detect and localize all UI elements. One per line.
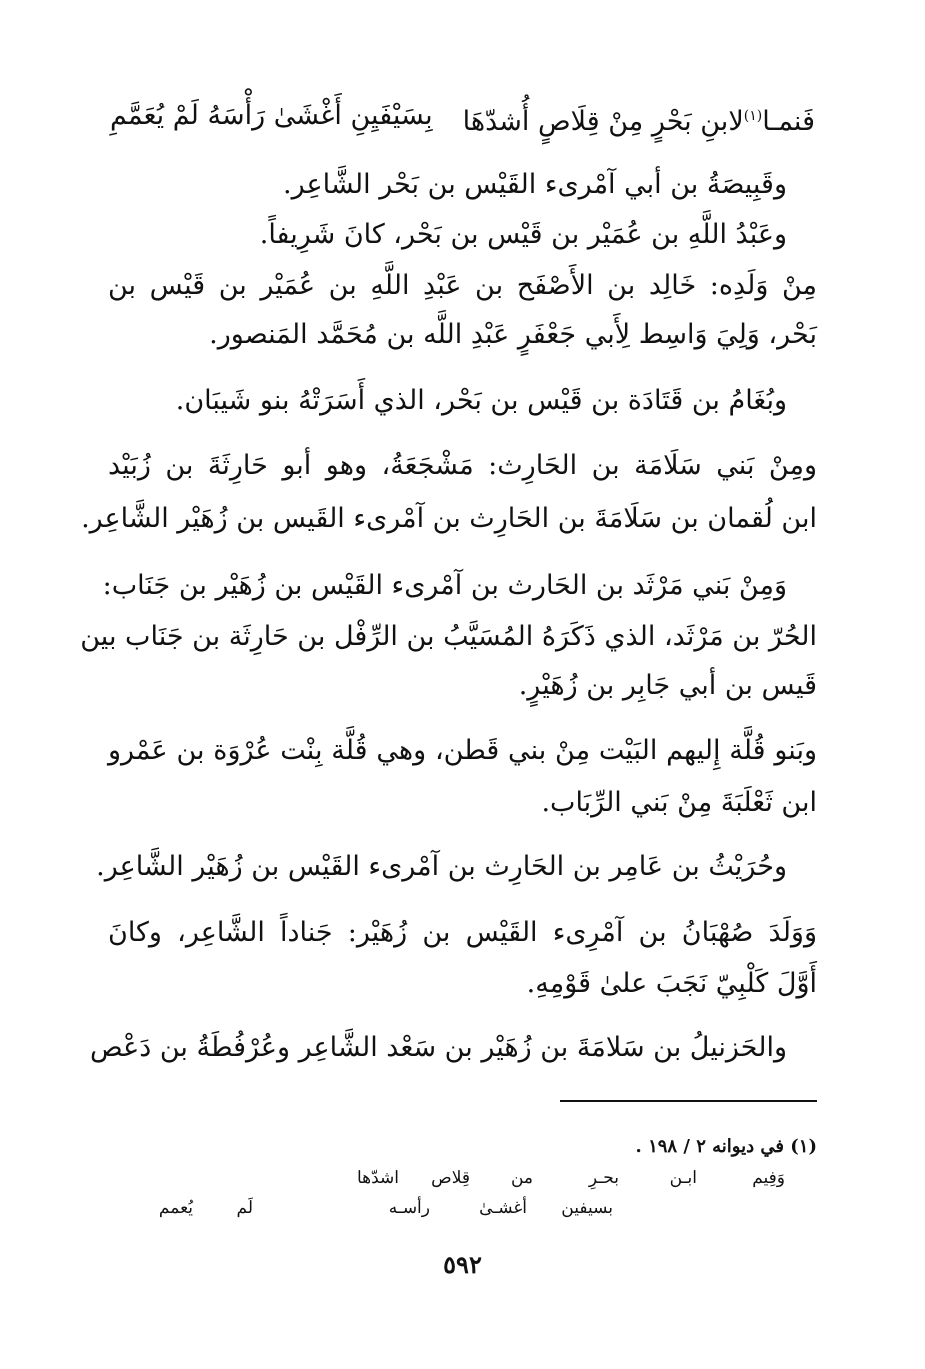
text-line: ومِنْ بَني سَلَامَة بن الحَارِث: مَشْجَعَةُ، وهو أبو حَارِثَةَ بن زُبَيْد <box>108 450 817 481</box>
text-line: ابن ثَعْلَبَةَ مِنْ بَني الرِّبَاب. <box>541 787 817 818</box>
text-line: بَحْر، وَلِيَ وَاسِط لِأَبي جَعْفَرٍ عَبْدِ اللَّه بن مُحَمَّد المَنصور. <box>209 319 817 350</box>
verse-hemistich-left: بِسَيْفَيِنِ أَغْشَىٰ رَأْسَهُ لَمْ يُعَمَّمِ <box>110 100 433 131</box>
footnote-separator <box>560 1100 817 1102</box>
text-line: أَوَّلَ كَلْبِيّ نَجَبَ علىٰ قَوْمِهِ. <box>526 968 817 999</box>
text-line: ابن لُقمان بن سَلَامَةَ بن الحَارِث بن آمْرىء القَيس بن زُهَيْر الشَّاعِر. <box>81 503 817 534</box>
footnote-word: وَفِيم <box>752 1168 785 1188</box>
text-line: قَيس بن أبي جَابِر بن زُهَيْرٍ. <box>518 670 817 701</box>
text-line: وبُغَامُ بن قَتَادَة بن قَيْس بن بَحْر، الذي أَسَرَتْهُ بنو شَيبَان. <box>175 385 787 416</box>
page-number: ٥٩٢ <box>443 1250 482 1279</box>
footnote-marker[interactable]: (١) <box>743 108 763 124</box>
verse-text: لابنِ بَحْرٍ مِنْ قِلَاصٍ أُشدّهَا <box>462 106 744 137</box>
text-line: وقَبِيصَةُ بن أبي آمْرىء القَيْس بن بَحْر الشَّاعِر. <box>283 169 787 200</box>
footnote-word: أغشـىٰ <box>479 1198 527 1218</box>
text-line: مِنْ وَلَدِه: خَالِد بن الأَصْفَح بن عَبْدِ اللَّهِ بن عُمَيْر بن قَيْس بن <box>108 270 817 301</box>
text-line: وحُرَيْثُ بن عَامِر بن الحَارِث بن آمْرىء القَيْس بن زُهَيْر الشَّاعِر. <box>96 851 787 882</box>
verse-hemistich-right <box>463 96 815 142</box>
text-line: وعَبْدُ اللَّهِ بن عُمَيْر بن قَيْس بن بَحْر، كانَ شَرِيفاً. <box>259 219 787 250</box>
footnote-word: يُعمم <box>158 1198 193 1218</box>
footnote-reference: (١) في ديوانه ٢ / ١٩٨ . <box>635 1136 817 1157</box>
footnote-word: اشدّها <box>356 1168 399 1188</box>
text-line: وَمِنْ بَني مَرْثَد بن الحَارث بن آمْرىء القَيْس بن زُهَيْر بن جَنَاب: <box>102 570 787 601</box>
footnote-word: قِلاص <box>431 1168 470 1188</box>
text-line: وَوَلَدَ صُهْبَانُ بن آمْرِىء القَيْس بن زُهَيْر: جَناداً الشَّاعِر، وكانَ <box>108 917 817 948</box>
verse-word: فَنمـا <box>762 106 815 137</box>
footnote-word: بحـرِ <box>588 1168 619 1188</box>
text-line: الحُرّ بن مَرْثَد، الذي ذَكَرَهُ المُسَيَّبُ بن الرِّفْل بن حَارِثَة بن جَنَاب بين <box>80 621 817 652</box>
footnote-word: لَم <box>236 1198 253 1218</box>
text-line: والحَزنيلُ بن سَلامَةَ بن زُهَيْر بن سَعْد الشَّاعِر وعُرْفُطَةُ بن دَعْص <box>90 1032 787 1063</box>
text-line: وبَنو قُلَّة إِليهم البَيْت مِنْ بني قَطن، وهي قُلَّة بِنْت عُرْوَة بن عَمْرو <box>108 735 817 766</box>
footnote-word: من <box>510 1168 533 1188</box>
footnote-word: ابـن <box>669 1168 697 1188</box>
footnote-word: رأسـه <box>388 1198 430 1218</box>
footnote-word: بسيفين <box>561 1198 613 1218</box>
